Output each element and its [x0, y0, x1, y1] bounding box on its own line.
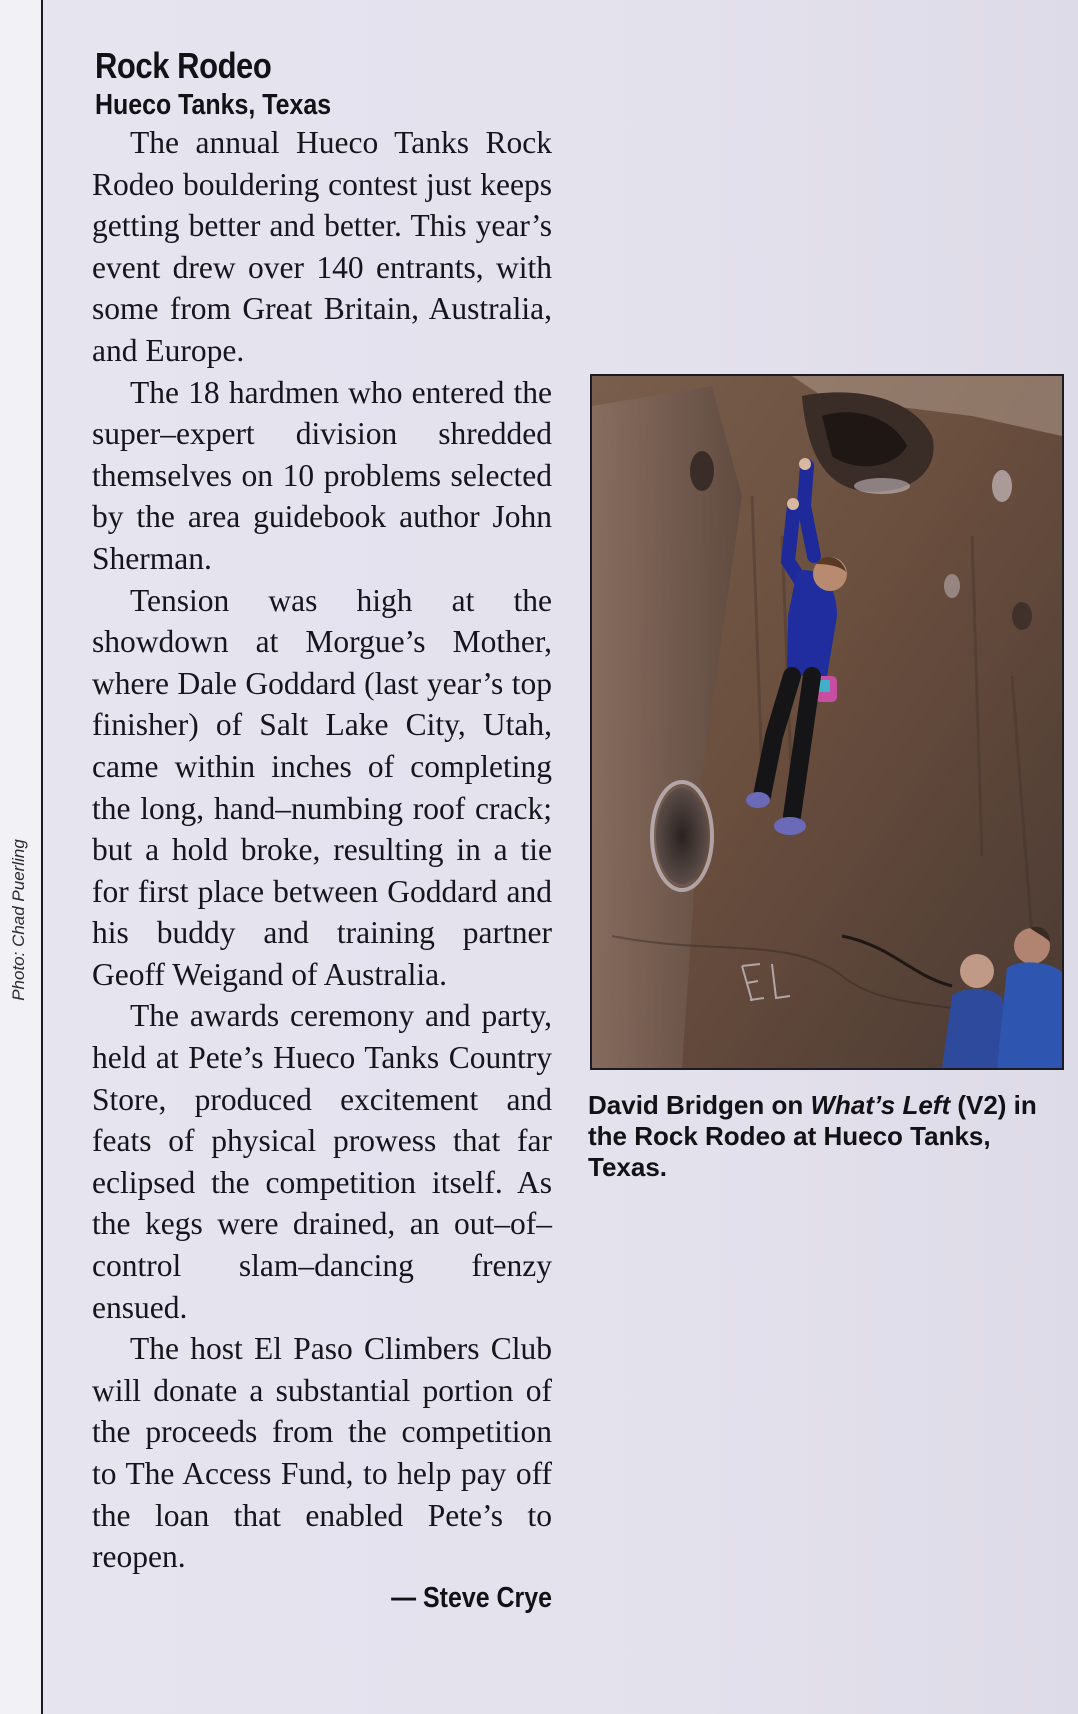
- article-paragraph: The annual Hueco Tanks Rock Rodeo bouldering contest just keeps getting better and better. This year’s event drew over 140 entrants, with some from Great Britain, Australia, and Europe.: [92, 125, 552, 368]
- article-paragraph: The host El Paso Climbers Club will donate a substantial portion of the proceeds from the competition to The Access Fund, to help pay off the loan that enabled Pete’s to reopen.: [92, 1331, 552, 1575]
- column-rule: [41, 0, 43, 1714]
- caption-prefix: David Bridgen on: [588, 1090, 811, 1120]
- article-byline: — Steve Crye: [391, 1581, 552, 1614]
- caption-route-name: What’s Left: [810, 1090, 951, 1120]
- article-paragraph: The 18 hardmen who entered the super–expert division shredded themselves on 10 problems selected by the area guidebook author John Sherman.: [92, 374, 552, 576]
- article-location: Hueco Tanks, Texas: [95, 89, 332, 121]
- caption-suffix: (V2) in the Rock Rodeo at Hueco Tanks, Texas.: [588, 1090, 1037, 1182]
- article-paragraph: Tension was high at the showdown at Morgue’s Mother, where Dale Goddard (last year’s top finisher) of Salt Lake City, Utah, came within inches of completing the long, hand–numbing roof crack; but a hold broke, resulting in a tie for first place between Goddard and his buddy and training partner Geoff Weigand of Australia.: [92, 582, 552, 992]
- article: [92, 36, 552, 1615]
- climbing-photo: [590, 374, 1064, 1070]
- photo-credit: Photo: Chad Puerling: [9, 839, 28, 1001]
- boulder-climber-illustration: [592, 376, 1062, 1068]
- article-title: Rock Rodeo: [95, 45, 272, 86]
- article-paragraph: The awards ceremony and party, held at Pete’s Hueco Tanks Country Store, produced excitement and feats of physical prowess that far eclipsed the competition itself. As the kegs were drained, an out–of–control slam–dancing frenzy ensued.: [92, 998, 552, 1325]
- photo-caption: [588, 1090, 1048, 1183]
